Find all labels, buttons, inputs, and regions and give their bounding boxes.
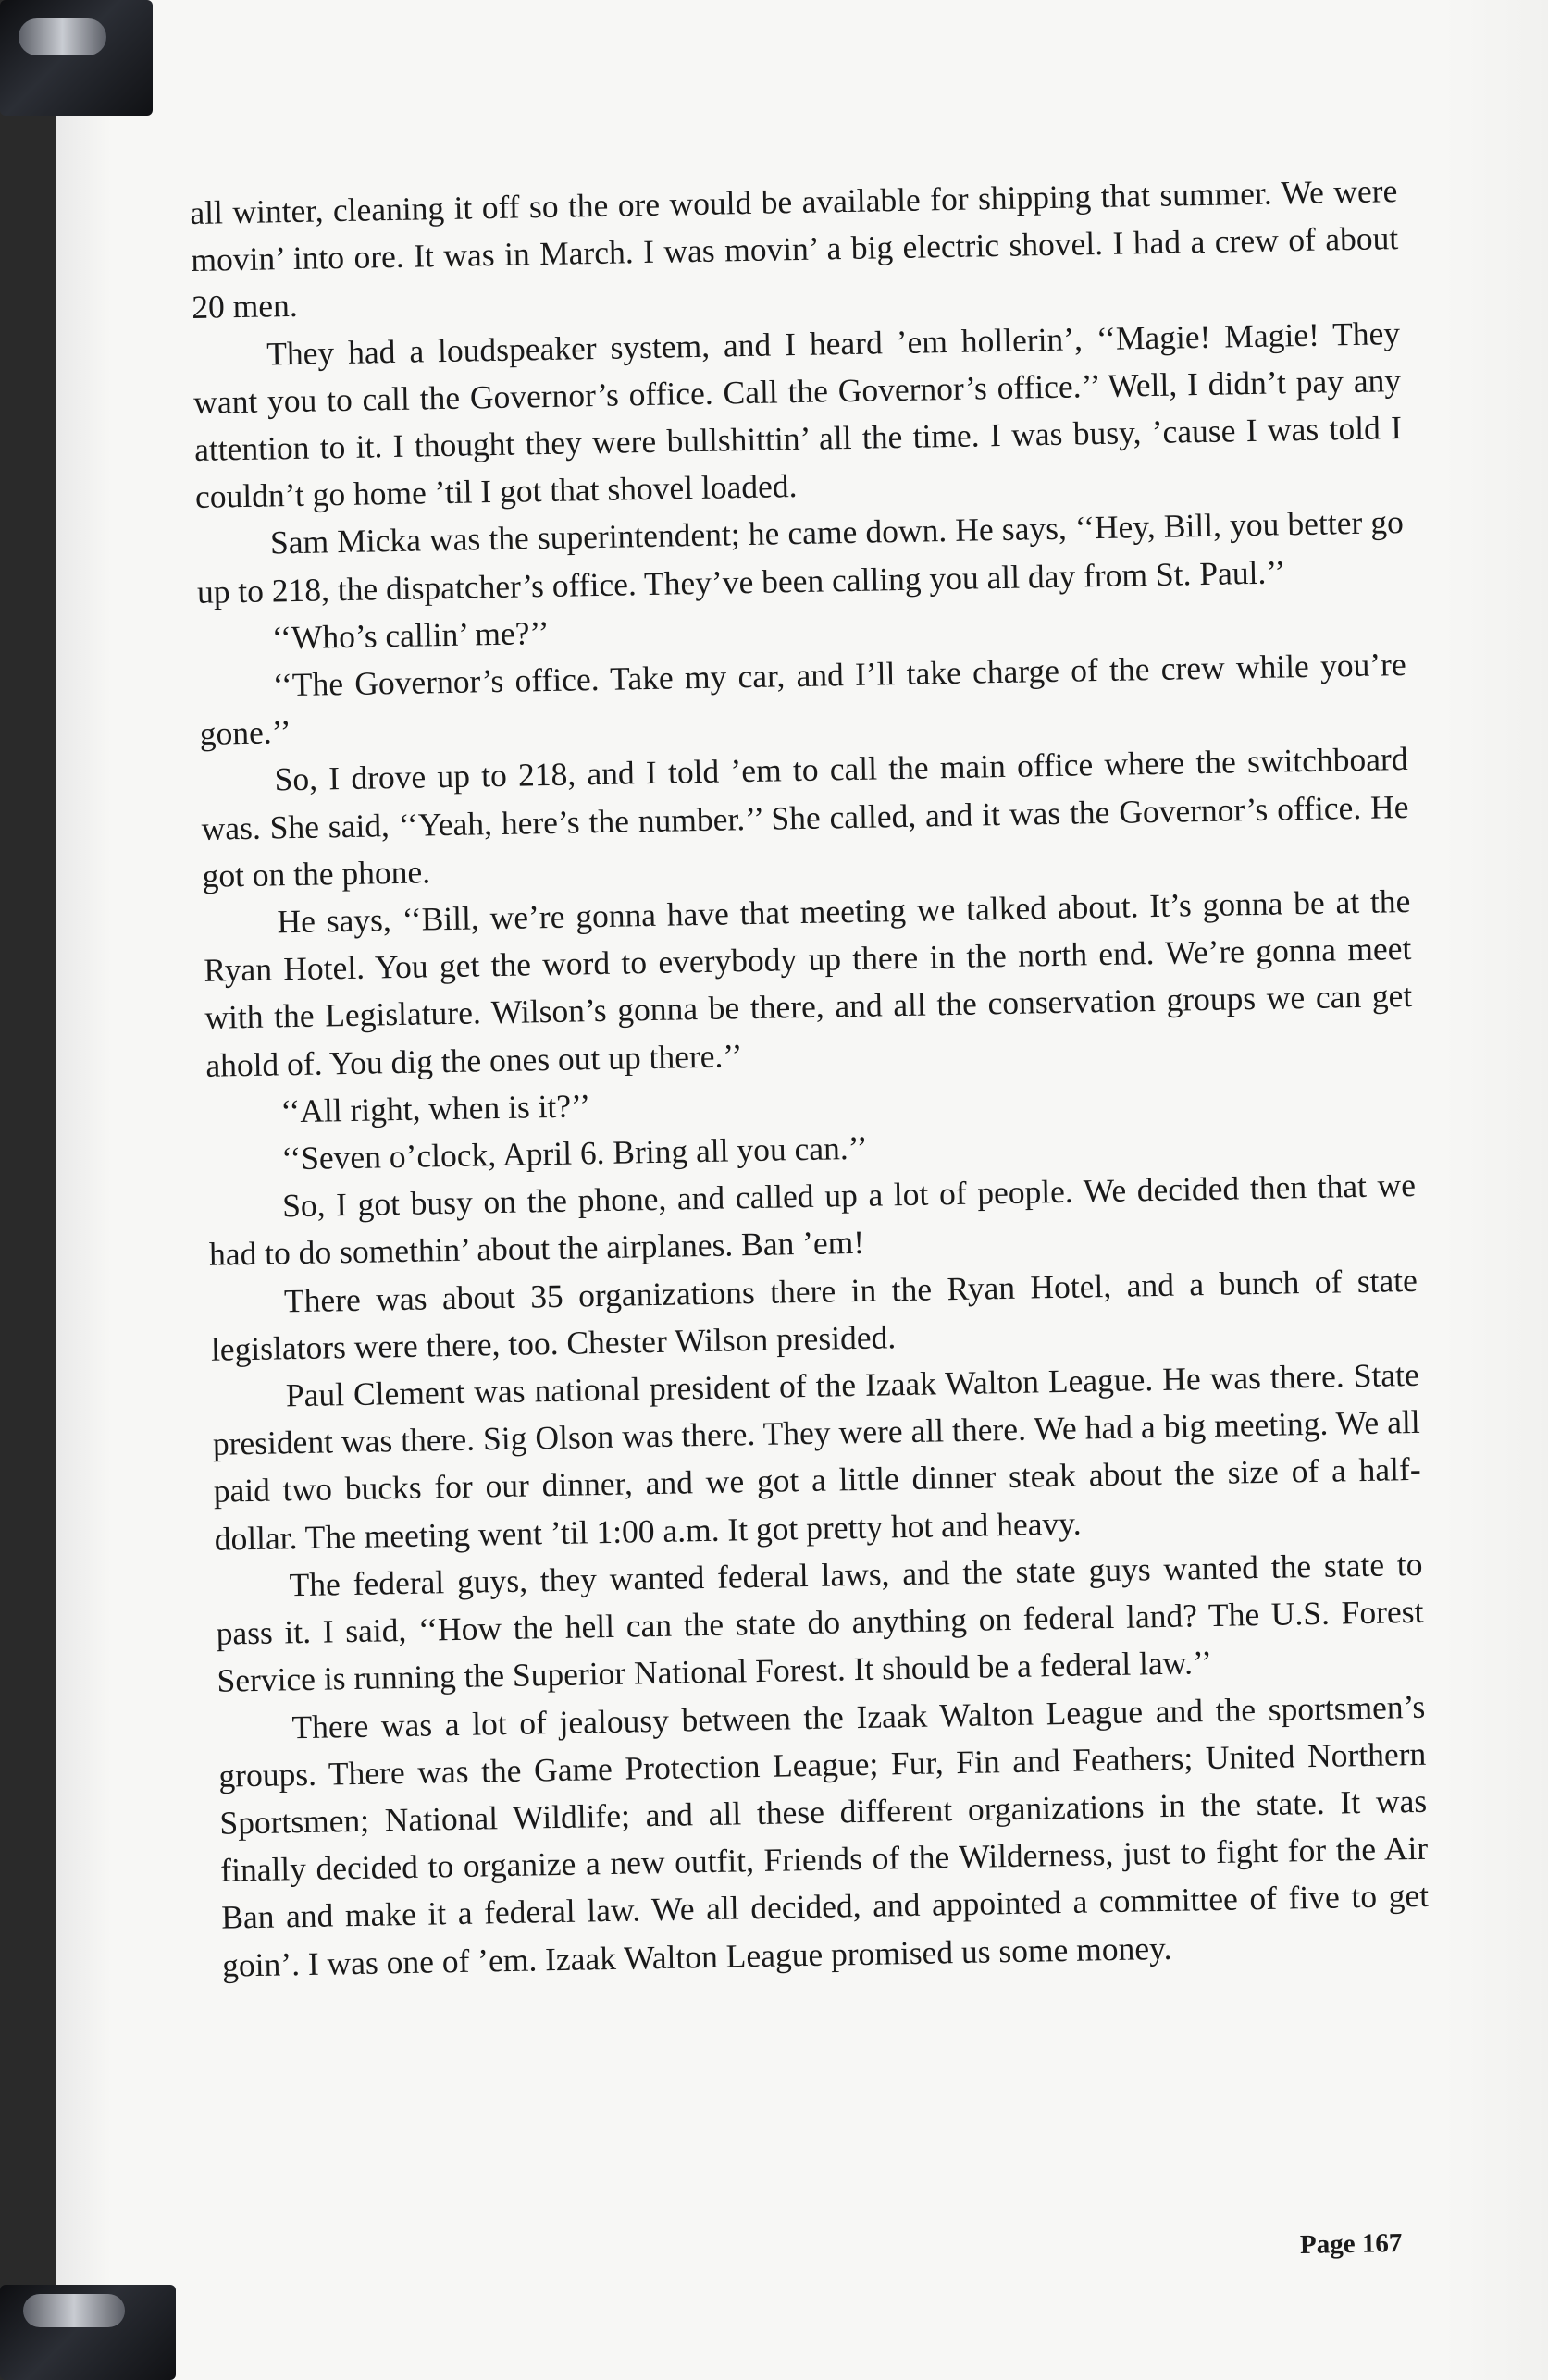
paragraph: The federal guys, they wanted federal laws, and the state guys wanted the state to pass it. I said, ‘‘How the hell can the state do anything on federal land? The U.S. Forest Service is running the Superior National Forest. It should be a federal law.’’ (216, 1545, 1424, 1700)
body-text (190, 167, 1430, 1989)
paragraph: Sam Micka was the superintendent; he came down. He says, ‘‘Hey, Bill, you better go up to 218, the dispatcher’s office. They’ve been calling you all day from St. Paul.’’ (196, 503, 1405, 610)
paragraph: So, I drove up to 218, and I told ’em to call the main office where the switchboard was. She said, ‘‘Yeah, here’s the number.’’ She called, and it was the Governor’s office. He got on the phone. (201, 740, 1409, 894)
paragraph: They had a loudspeaker system, and I heard ’em hollerin’, ‘‘Magie! Magie! They want you to call the Governor’s office. Call the Governor’s office.’’ Well, I didn’t pay any attention to it. I thought they were bullshittin’ all the time. I was busy, ’cause I was told I couldn’t go home ’til I got that shovel loaded. (192, 314, 1403, 516)
binder-clip-top (0, 0, 153, 116)
paragraph: Paul Clement was national president of the Izaak Walton League. He was there. State president was there. Sig Olson was there. They were all there. We had a big meeting. We all paid two bucks for our dinner, and we got a little dinner steak about the size of a half-dollar. The meeting went ’til 1:00 a.m. It got pretty hot and heavy. (212, 1355, 1421, 1558)
paragraph: ‘‘The Governor’s office. Take my car, and I’ll take charge of the crew while you’re gone.’’ (199, 646, 1406, 753)
paragraph: ‘‘All right, when is it?’’ (279, 1087, 591, 1130)
paragraph: There was about 35 organizations there in the Ryan Hotel, and a bunch of state legislators were there, too. Chester Wilson presided. (210, 1261, 1418, 1368)
binder-clip-bottom-ring (23, 2294, 125, 2327)
binder-clip-top-ring (19, 18, 106, 55)
paragraph: He says, ‘‘Bill, we’re gonna have that meeting we talked about. It’s gonna be at the Ryan Hotel. You get the word to everybody up there in the north end. We’re gonna meet with the Legislature. Wilson’s gonna be there, and all the conservation groups we can get ahold of. You dig the ones out up there.’’ (204, 882, 1413, 1084)
paragraph: There was a lot of jealousy between the Izaak Walton League and the sportsmen’s groups. There was the Game Protection League; Fur, Fin and Feathers; United Northern Sportsmen; National Wildlife; and all these different organizations in the state. It was finally decided to organize a new outfit, Friends of the Wilderness, just to fight for the Air Ban and make it a federal law. We all decided, and appointed a committee of five to get goin’. I was one of ’em. Izaak Walton League promised us some money. (218, 1687, 1430, 1984)
paragraph: ‘‘Who’s callin’ me?’’ (271, 613, 550, 657)
paragraph: all winter, cleaning it off so the ore would be available for shipping that summer. We were movin’ into ore. It was in March. I was movin’ a big electric shovel. I had a crew of about 20 men. (190, 172, 1399, 327)
page-number: Page 167 (1299, 2228, 1403, 2260)
paragraph: ‘‘Seven o’clock, April 6. Bring all you can.’’ (280, 1128, 869, 1178)
paragraph: So, I got busy on the phone, and called up a lot of people. We decided then that we had to do somethin’ about the airplanes. Ban ’em! (208, 1166, 1417, 1274)
